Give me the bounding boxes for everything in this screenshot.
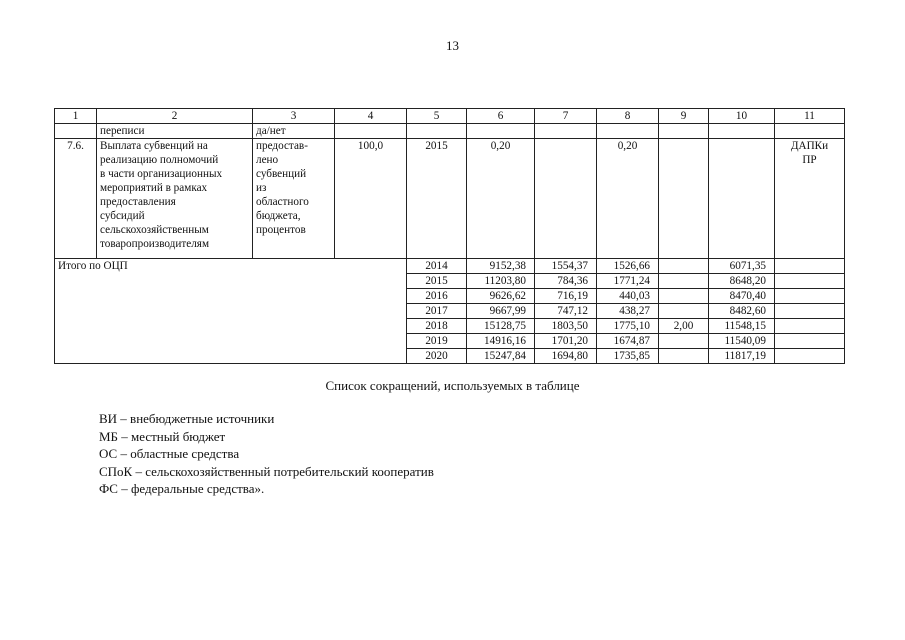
total-col7: 716,19 <box>535 289 597 304</box>
total-row <box>55 259 845 274</box>
item-col10 <box>709 139 775 259</box>
total-col10: 11548,15 <box>709 319 775 334</box>
total-col11 <box>775 259 845 274</box>
item-indicator-line: процентов <box>256 224 306 236</box>
total-col6: 9667,99 <box>467 304 535 319</box>
total-col7: 1694,80 <box>535 349 597 364</box>
table-cell <box>467 124 535 139</box>
column-number: 8 <box>597 109 659 124</box>
column-number: 9 <box>659 109 709 124</box>
column-number: 4 <box>335 109 407 124</box>
table-cell <box>335 124 407 139</box>
total-year: 2019 <box>407 334 467 349</box>
item-indicator-line: из <box>256 182 267 194</box>
abbreviations-list <box>99 410 434 498</box>
total-col8: 1771,24 <box>597 274 659 289</box>
program-table <box>54 108 845 364</box>
item-indicator-line: областного <box>256 196 309 208</box>
total-col9 <box>659 304 709 319</box>
column-number: 2 <box>97 109 253 124</box>
item-name-line: Выплата субвенций на <box>100 140 208 152</box>
total-col9 <box>659 349 709 364</box>
total-col8: 438,27 <box>597 304 659 319</box>
column-number: 6 <box>467 109 535 124</box>
total-year: 2020 <box>407 349 467 364</box>
item-executor-line: ДАПКи <box>790 140 829 152</box>
item-indicator-line: лено <box>256 154 279 166</box>
total-col7: 747,12 <box>535 304 597 319</box>
item-number: 7.6. <box>55 139 97 259</box>
total-col8: 440,03 <box>597 289 659 304</box>
item-indicator-line: субвенций <box>256 168 307 180</box>
item-row <box>55 139 845 259</box>
total-col10: 11817,19 <box>709 349 775 364</box>
total-label: Итого по ОЦП <box>55 259 407 364</box>
total-col6: 9152,38 <box>467 259 535 274</box>
item-indicator-line: бюджета, <box>256 210 301 222</box>
total-year: 2017 <box>407 304 467 319</box>
item-name-line: предоставления <box>100 196 176 208</box>
total-col10: 8482,60 <box>709 304 775 319</box>
table-cell <box>659 124 709 139</box>
table-cell <box>709 124 775 139</box>
total-col7: 1803,50 <box>535 319 597 334</box>
total-year: 2016 <box>407 289 467 304</box>
abbreviation-item: ФС – федеральные средства». <box>99 481 265 496</box>
item-name-line: товаропроизводителям <box>100 238 210 250</box>
item-indicator-line: предостав- <box>256 140 308 152</box>
total-col8: 1775,10 <box>597 319 659 334</box>
item-executor-line: ПР <box>802 154 817 166</box>
page-number: 13 <box>446 38 459 53</box>
total-col9 <box>659 289 709 304</box>
table-cell: да/нет <box>253 124 335 139</box>
total-year: 2018 <box>407 319 467 334</box>
total-col7: 784,36 <box>535 274 597 289</box>
item-name-line: мероприятий в рамках <box>100 182 208 194</box>
table-cell <box>535 124 597 139</box>
item-col8: 0,20 <box>597 139 659 259</box>
item-name-line: в части организационных <box>100 168 223 180</box>
total-year: 2014 <box>407 259 467 274</box>
item-executor <box>775 139 845 259</box>
total-col9: 2,00 <box>659 319 709 334</box>
total-col9 <box>659 334 709 349</box>
item-name-line: сельскохозяйственным <box>100 224 209 236</box>
abbreviation-item: МБ – местный бюджет <box>99 428 226 444</box>
column-number: 1 <box>55 109 97 124</box>
total-col9 <box>659 259 709 274</box>
item-col9 <box>659 139 709 259</box>
column-number: 11 <box>775 109 845 124</box>
item-name-line: реализацию полномочий <box>100 154 219 166</box>
abbreviation-item: ОС – областные средства <box>99 446 240 461</box>
total-year: 2015 <box>407 274 467 289</box>
item-col7 <box>535 139 597 259</box>
item-name <box>97 139 253 259</box>
table-cell <box>775 124 845 139</box>
total-col6: 9626,62 <box>467 289 535 304</box>
column-number: 7 <box>535 109 597 124</box>
total-col11 <box>775 319 845 334</box>
total-col10: 11540,09 <box>709 334 775 349</box>
total-col11 <box>775 289 845 304</box>
item-year: 2015 <box>407 139 467 259</box>
table-cell <box>407 124 467 139</box>
total-col11 <box>775 274 845 289</box>
abbreviation-item: ВИ – внебюджетные источники <box>99 411 275 426</box>
column-number: 3 <box>253 109 335 124</box>
total-col9 <box>659 274 709 289</box>
abbreviations-title: Список сокращений, используемых в таблице <box>325 378 580 393</box>
table-cell <box>597 124 659 139</box>
total-col10: 8648,20 <box>709 274 775 289</box>
total-col6: 15247,84 <box>467 349 535 364</box>
item-name-line: субсидий <box>100 210 145 222</box>
total-col6: 14916,16 <box>467 334 535 349</box>
item-target-value: 100,0 <box>335 139 407 259</box>
item-indicator <box>253 139 335 259</box>
total-col11 <box>775 334 845 349</box>
total-col6: 15128,75 <box>467 319 535 334</box>
total-col10: 8470,40 <box>709 289 775 304</box>
abbreviation-item: СПоК – сельскохозяйственный потребительский кооператив <box>99 463 434 479</box>
total-col10: 6071,35 <box>709 259 775 274</box>
total-col8: 1735,85 <box>597 349 659 364</box>
total-col8: 1526,66 <box>597 259 659 274</box>
table-header-row <box>55 109 845 124</box>
column-number: 5 <box>407 109 467 124</box>
total-col7: 1554,37 <box>535 259 597 274</box>
total-col7: 1701,20 <box>535 334 597 349</box>
total-col11 <box>775 349 845 364</box>
total-col11 <box>775 304 845 319</box>
total-col6: 11203,80 <box>467 274 535 289</box>
item-col6: 0,20 <box>467 139 535 259</box>
column-number: 10 <box>709 109 775 124</box>
table-cell: переписи <box>97 124 253 139</box>
total-col8: 1674,87 <box>597 334 659 349</box>
continuation-row <box>55 124 845 139</box>
table-cell <box>55 124 97 139</box>
